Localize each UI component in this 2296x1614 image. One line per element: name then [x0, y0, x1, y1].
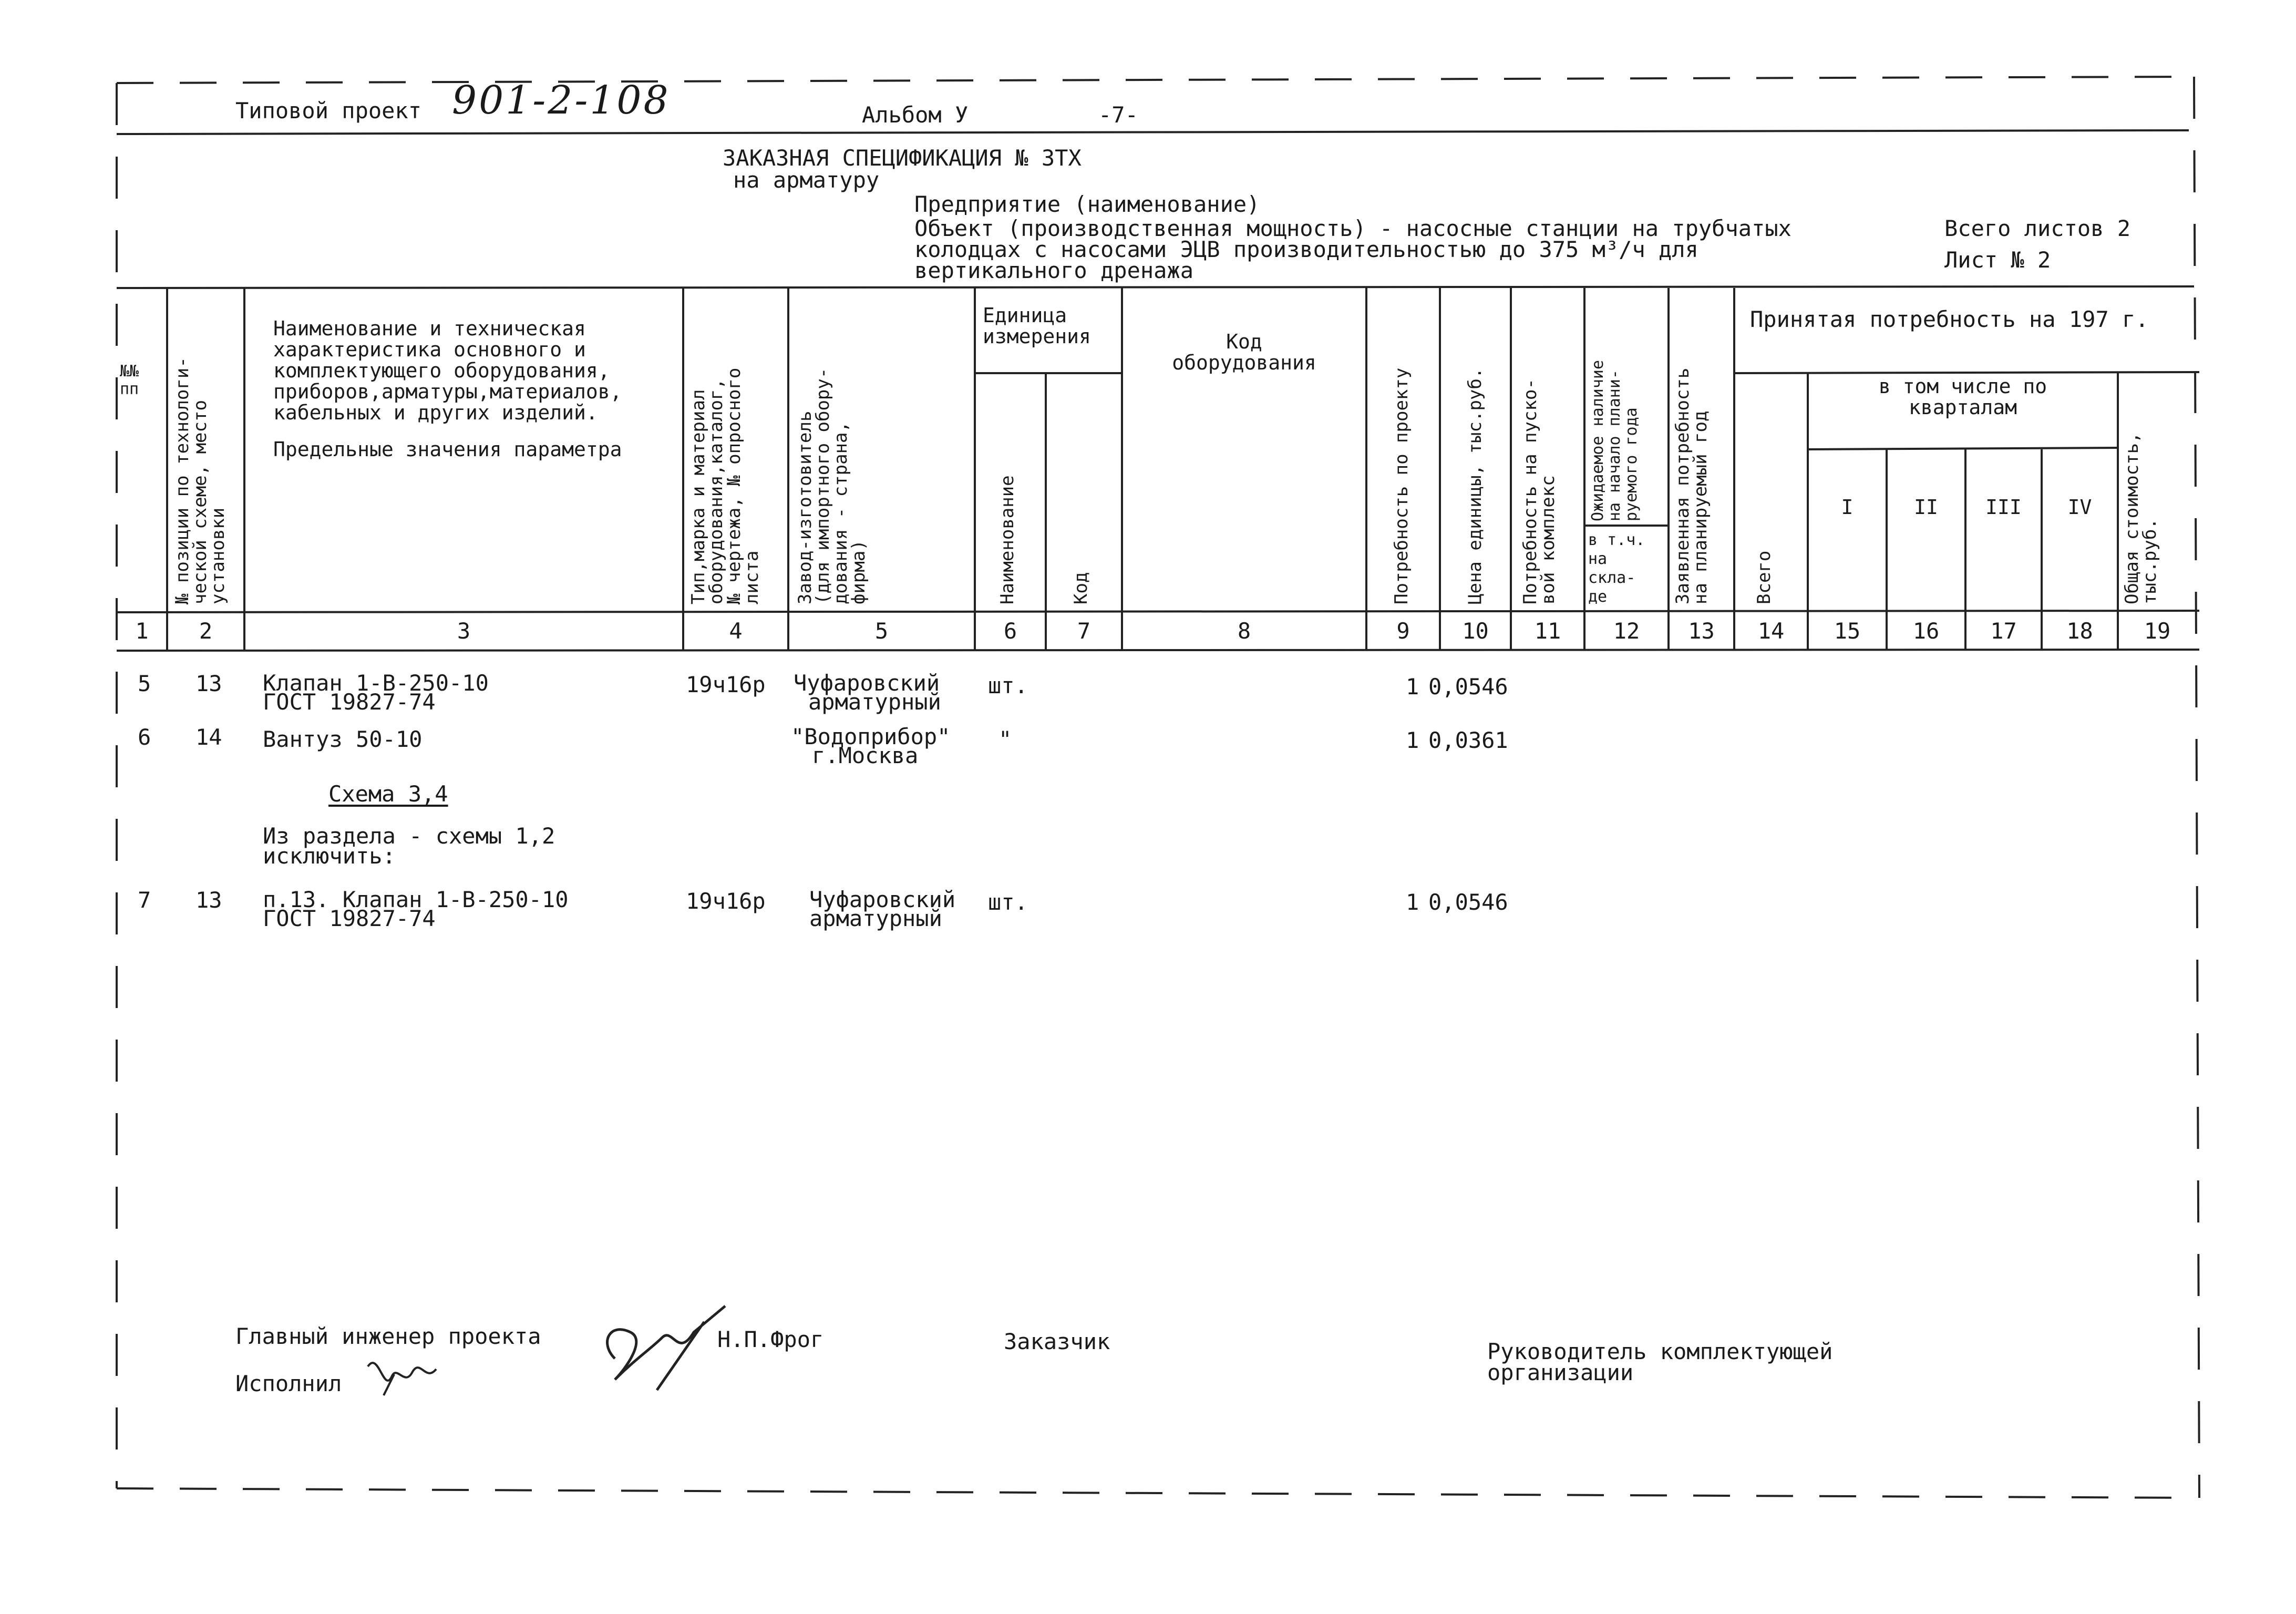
row-unit: шт. [988, 673, 1028, 698]
scheme-heading: Схема 3,4 [328, 781, 448, 807]
col-6-header: Наименование [997, 475, 1018, 604]
col-number: 19 [2144, 618, 2171, 644]
album-label: Альбом У [862, 102, 969, 128]
col-number: 11 [1534, 618, 1561, 644]
quarter-1-header: I [1841, 496, 1854, 519]
unit-group-header: Единица измерения [983, 304, 1091, 348]
enterprise-label: Предприятие (наименование) [914, 191, 1260, 217]
row-qty: 1 [1406, 674, 1419, 700]
page-number: -7- [1098, 102, 1138, 128]
chief-engineer-name: Н.П.Фрог [717, 1327, 824, 1352]
row-qty: 1 [1406, 727, 1419, 753]
col-number: 17 [1990, 618, 2017, 644]
row-maker: "Водоприбор" г.Москва [791, 724, 951, 768]
row-position: 13 [195, 671, 222, 696]
row-price: 0,0361 [1428, 727, 1508, 753]
col-number: 16 [1912, 618, 1940, 644]
sheet-number: Лист № 2 [1944, 247, 2051, 273]
object-line-2: колодцах с насосами ЭЦВ производительностью до 375 м³/ч для [914, 237, 1698, 262]
col-number: 3 [457, 618, 471, 644]
col-8-header: Код оборудования [1172, 330, 1316, 374]
exclude-note: Из раздела - схемы 1,2 исключить: [263, 823, 555, 869]
supplier-head-label: Руководитель комплектующей организации [1487, 1339, 1833, 1385]
col-number: 2 [199, 618, 213, 644]
customer-label: Заказчик [1004, 1329, 1110, 1354]
col-4-header: Тип,марка и материал оборудования,каталог, № чертежа, № опросного листа [688, 367, 763, 604]
row-name: п.13. Клапан 1-В-250-10 ГОСТ 19827-74 [263, 887, 569, 931]
chief-engineer-label: Главный инженер проекта [235, 1323, 541, 1349]
row-qty: 1 [1406, 889, 1419, 915]
row-price: 0,0546 [1428, 674, 1508, 700]
col-11-header: Потребность на пуско- вой комплекс [1520, 378, 1559, 604]
col-5-header: Завод-изготовитель (для импортного обору- дования - страна, фирма) [795, 367, 869, 604]
total-sheets: Всего листов 2 [1944, 215, 2131, 241]
row-unit: шт. [988, 889, 1028, 915]
executor-signature [363, 1345, 457, 1403]
col-1-header: №№ пп [120, 362, 139, 398]
row-number: 6 [138, 724, 151, 750]
col-2-header: № позиции по технологи- ческой схеме, место установки [172, 357, 229, 604]
row-price: 0,0546 [1428, 889, 1508, 915]
project-number: 901-2-108 [452, 78, 671, 123]
row-type: 19ч16р [686, 672, 766, 697]
col-12-header-bottom: в т.ч. на скла- де [1588, 531, 1645, 606]
project-label: Типовой проект [235, 98, 422, 124]
col-14-header: Всего [1754, 550, 1775, 604]
spec-title: ЗАКАЗНАЯ СПЕЦИФИКАЦИЯ № 3ТХ [723, 145, 1082, 171]
quarter-4-header: IV [2067, 496, 2092, 519]
col-number: 14 [1757, 618, 1785, 644]
col-number: 15 [1834, 618, 1861, 644]
accepted-demand-header: Принятая потребность на 197 г. [1750, 306, 2149, 332]
row-name: Клапан 1-В-250-10 ГОСТ 19827-74 [263, 670, 489, 715]
quarter-3-header: III [1985, 496, 2022, 519]
col-number: 6 [1003, 618, 1017, 644]
chief-engineer-signature [594, 1301, 730, 1401]
col-9-header: Потребность по проекту [1391, 367, 1412, 604]
col-number: 1 [135, 618, 149, 644]
col-number: 13 [1688, 618, 1715, 644]
col-number: 4 [729, 618, 743, 644]
col-number: 8 [1237, 618, 1251, 644]
row-maker: Чуфаровский арматурный [794, 670, 941, 715]
row-name: Вантуз 50-10 [263, 726, 423, 752]
col-7-header: Код [1070, 572, 1092, 604]
row-maker: Чуфаровский арматурный [809, 887, 956, 931]
col-12-header-top: Ожидаемое наличие на начало плани- руемого года [1589, 359, 1641, 521]
executed-label: Исполнил [235, 1371, 342, 1396]
col-number: 12 [1613, 618, 1640, 644]
col-number: 5 [874, 618, 889, 644]
quarter-2-header: II [1914, 496, 1938, 519]
col-number: 7 [1077, 618, 1091, 644]
row-number: 5 [138, 671, 151, 696]
row-unit: " [998, 726, 1012, 752]
col-13-header: Заявленная потребность на планируемый год [1672, 367, 1711, 604]
row-type: 19ч16р [686, 888, 766, 914]
col-19-header: Общая стоимость, тыс.руб. [2122, 432, 2160, 604]
col-number: 18 [2066, 618, 2093, 644]
row-position: 13 [195, 887, 222, 913]
col-number: 10 [1462, 618, 1489, 644]
object-line-1: Объект (производственная мощность) - насосные станции на трубчатых [914, 215, 1792, 241]
quarters-title: в том числе по кварталам [1878, 375, 2047, 419]
row-position: 14 [195, 724, 222, 750]
col-3-header: Наименование и техническая характеристика основного и комплектующего оборудования, приборов,арматуры,материалов, кабельных и других изделий. Предельные значения параметра [273, 317, 622, 461]
col-number: 9 [1396, 618, 1410, 644]
col-10-header: Цена единицы, тыс.руб. [1465, 367, 1486, 604]
row-number: 7 [138, 887, 151, 913]
object-line-3: вертикального дренажа [914, 258, 1194, 283]
spec-subtitle: на арматуру [733, 167, 880, 193]
